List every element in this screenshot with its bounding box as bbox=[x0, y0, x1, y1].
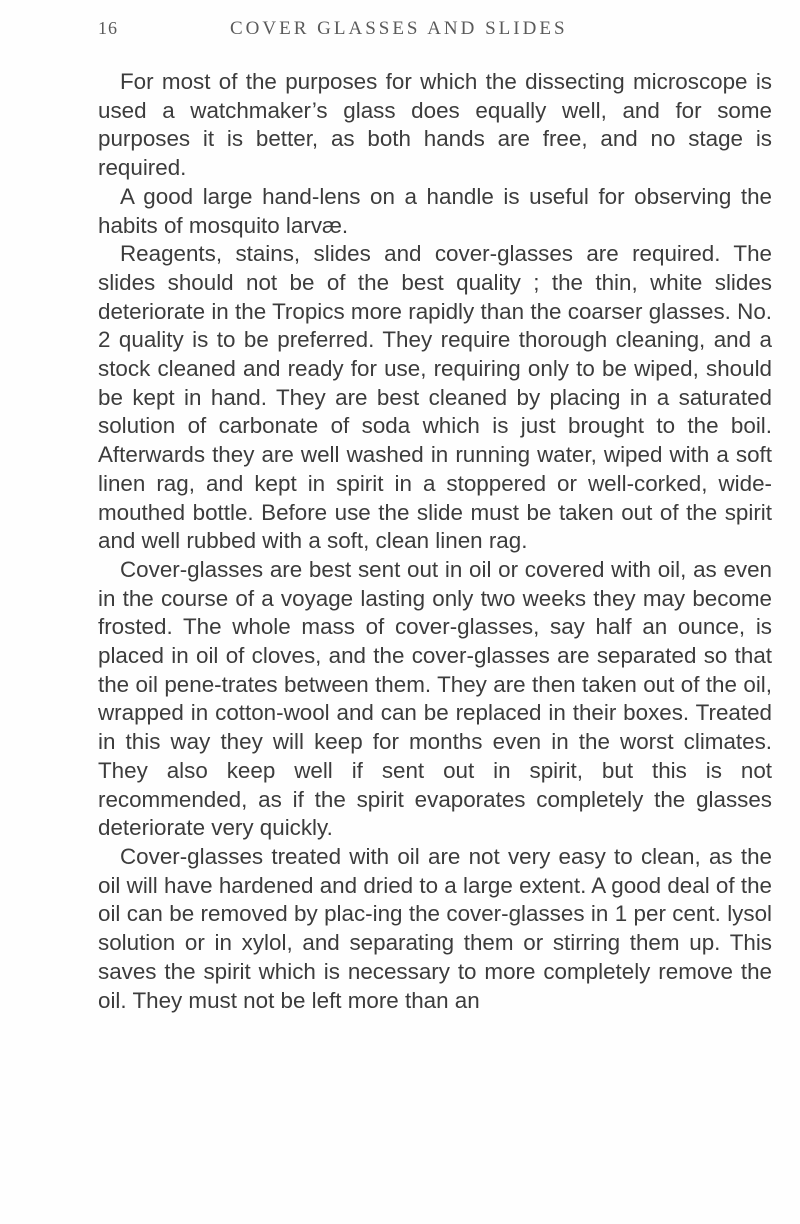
running-title: COVER GLASSES AND SLIDES bbox=[230, 18, 568, 39]
running-head bbox=[98, 18, 778, 44]
paragraph-cover-glasses-oil: Cover-glasses are best sent out in oil or covered with oil, as even in the course of a voyage lasting only two weeks they may become frosted. The whole mass of cover-glasses, say half an ounce, is placed in oil of cloves, and the cover-glasses are separated so that the oil pene-trates between them. They are then taken out of the oil, wrapped in cotton-wool and can be replaced in their boxes. Treated in this way they will keep for months even in the worst climates. They also keep well if sent out in spirit, but this is not recommended, as if the spirit evaporates completely the glasses deteriorate very quickly. bbox=[98, 556, 772, 841]
body-text bbox=[98, 68, 772, 1015]
page-number: 16 bbox=[98, 18, 118, 38]
paragraph-dissecting-microscope: For most of the purposes for which the dissecting microscope is used a watchmaker’s glass does equally well, and for some purposes it is better, as both hands are free, and no stage is required. bbox=[98, 69, 772, 181]
paragraph-hand-lens: A good large hand-lens on a handle is useful for observing the habits of mosquito larvæ. bbox=[98, 183, 772, 238]
paragraph-cleaning-cover-glasses: Cover-glasses treated with oil are not very easy to clean, as the oil will have hardened and dried to a large extent. A good deal of the oil can be removed by plac-ing the cover-glasses in 1 per cent. lysol solution or in xylol, and separating them or stirring them up. This saves the spirit which is necessary to more completely remove the oil. They must not be left more than an bbox=[98, 843, 772, 1013]
paragraph-reagents-slides: Reagents, stains, slides and cover-glasses are required. The slides should not be of the best quality ; the thin, white slides deteriorate in the Tropics more rapidly than the coarser glasses. No. 2 quality is to be preferred. They require thorough cleaning, and a stock cleaned and ready for use, requiring only to be wiped, should be kept in hand. They are best cleaned by placing in a saturated solution of carbonate of soda which is just brought to the boil. Afterwards they are well washed in running water, wiped with a soft linen rag, and kept in spirit in a stoppered or well-corked, wide-mouthed bottle. Before use the slide must be taken out of the spirit and well rubbed with a soft, clean linen rag. bbox=[98, 241, 772, 554]
